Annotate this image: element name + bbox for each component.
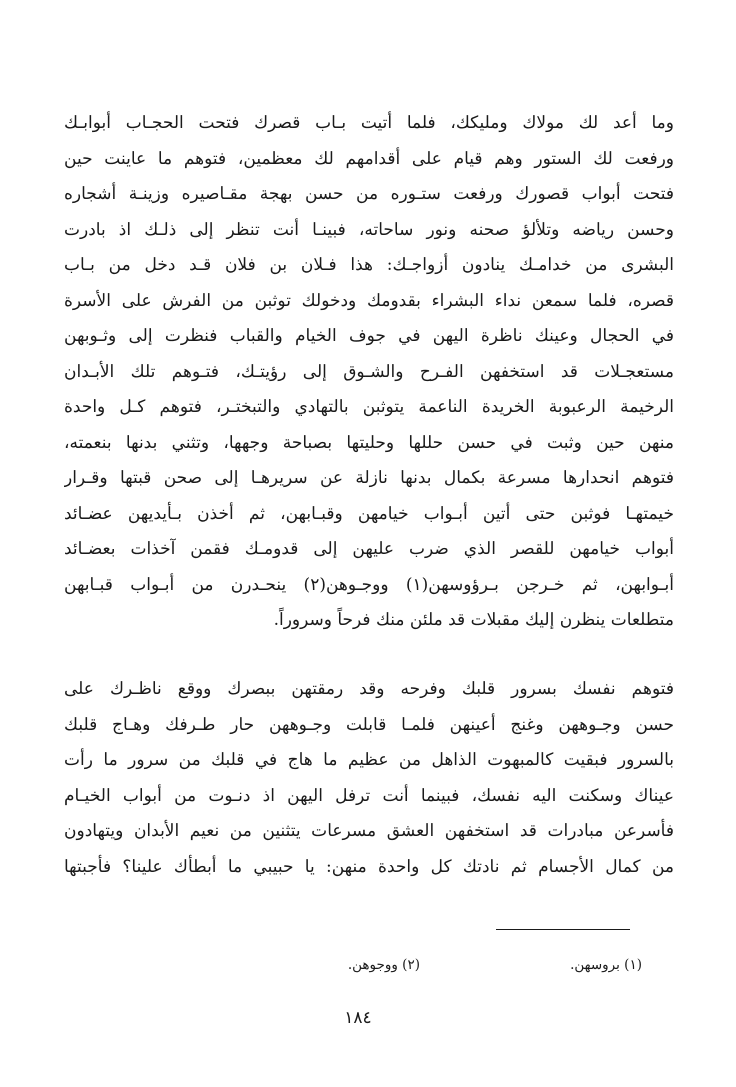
text-line: بالسرور فبقيت كالمبهوت الذاهل من عظيم ما هاج في قلبك من سرور ما رأت — [64, 750, 674, 770]
text-line: مستعجـلات قد استخفهن الفـرح والشـوق إلى رؤيتـك، فتـوهم تلك الأبـدان — [64, 361, 674, 382]
paragraph-2 — [64, 672, 674, 885]
text-line: خيمتهـا فوثبن حتى أتين أبـواب خيامهن وقبـابهن، ثم أخذن بـأيديهن عضـائد — [64, 503, 674, 524]
text-line: أبواب خيامهن للقصر الذي ضرب عليهن إلى قدومـك فقمن آخذات بعضـائد — [64, 539, 674, 559]
page-number: ١٨٤ — [344, 1008, 372, 1028]
text-line: قصره، فلما سمعن نداء البشراء بقدومك ودخولك توثبن من الفرش على الأسرة — [64, 290, 674, 311]
paragraph-1 — [64, 106, 674, 639]
text-line: فتحت أبواب قصورك ورفعت ستـوره من حسن بهجة مقـاصيره وزينـة أشجاره — [64, 184, 674, 204]
footnotes — [64, 952, 642, 978]
footnote-2: (٢) ووجوهن. — [347, 957, 420, 973]
text-line: فتوهم انحدارها مسرعة بكمال بدنها نازلة عن سريرهـا إلى صحن قبتها وقـرار — [64, 468, 674, 488]
footnote-1: (١) بروسهن. — [570, 957, 642, 973]
text-line: فأسرعن مبادرات قد استخفهن العشق مسرعات يتثنين من نعيم الأبدان ويتهادون — [64, 821, 674, 841]
text-line: فتوهم نفسك بسرور قلبك وفرحه وقد رمقتهن ببصرك ووقع ناظـرك على — [64, 679, 674, 699]
text-line: حسن وجـوههن وغنج أعينهن فلمـا قابلت وجـوههن حار طـرفك وهـاج قلبك — [64, 714, 674, 735]
text-line: وما أعد لك مولاك ومليكك، فلما أتيت بـاب قصرك فتحت الحجـاب أبوابـك — [64, 113, 674, 133]
footnote-separator — [496, 929, 630, 930]
text-line: متطلعات ينظرن إليك مقبلات قد ملئن منك فرحاً وسروراً. — [273, 610, 674, 630]
text-line: الرخيمة الرعبوبة الخريدة الناعمة يتوثبن بالتهادي والتبختـر، فتوهم كـل واحدة — [64, 397, 674, 417]
text-line: وحسن رياضه وتلألؤ صحنه ونور ساحاته، فبينـا أنت تنظر إلى ذلـك اذ بادرت — [64, 219, 674, 240]
text-line: البشرى من خدامـك ينادون أزواجـك: هذا فـلان بن فلان قـد دخل من بـاب — [64, 255, 674, 275]
text-line: منهن حين وثبت في حسن حللها وحليتها بصباحة وجهها، وتثني بدنها بنعمته، — [64, 432, 674, 453]
text-line: أبـوابهن، ثم خـرجن بـرؤوسهن(١) ووجـوهن(٢) ينحـدرن من أبـواب قبـابهن — [64, 574, 674, 595]
text-line: في الحجال وعينك ناظرة اليهن في جوف الخيام والقباب فنظرت إلى وثـوبهن — [64, 326, 674, 346]
text-line: ورفعت لك الستور وهم قيام على أقدامهم لك معظمين، فتوهم ما عاينت حين — [64, 148, 674, 169]
text-line: من كمال الأجسام ثم نادتك كل واحدة منهن: يا حبيبي ما أبطأك علينا؟ فأجبتها — [64, 856, 674, 877]
text-line: عيناك وسكنت اليه نفسك، فبينما أنت ترفل اليهن اذ دنـوت من أبواب الخيـام — [64, 785, 674, 806]
